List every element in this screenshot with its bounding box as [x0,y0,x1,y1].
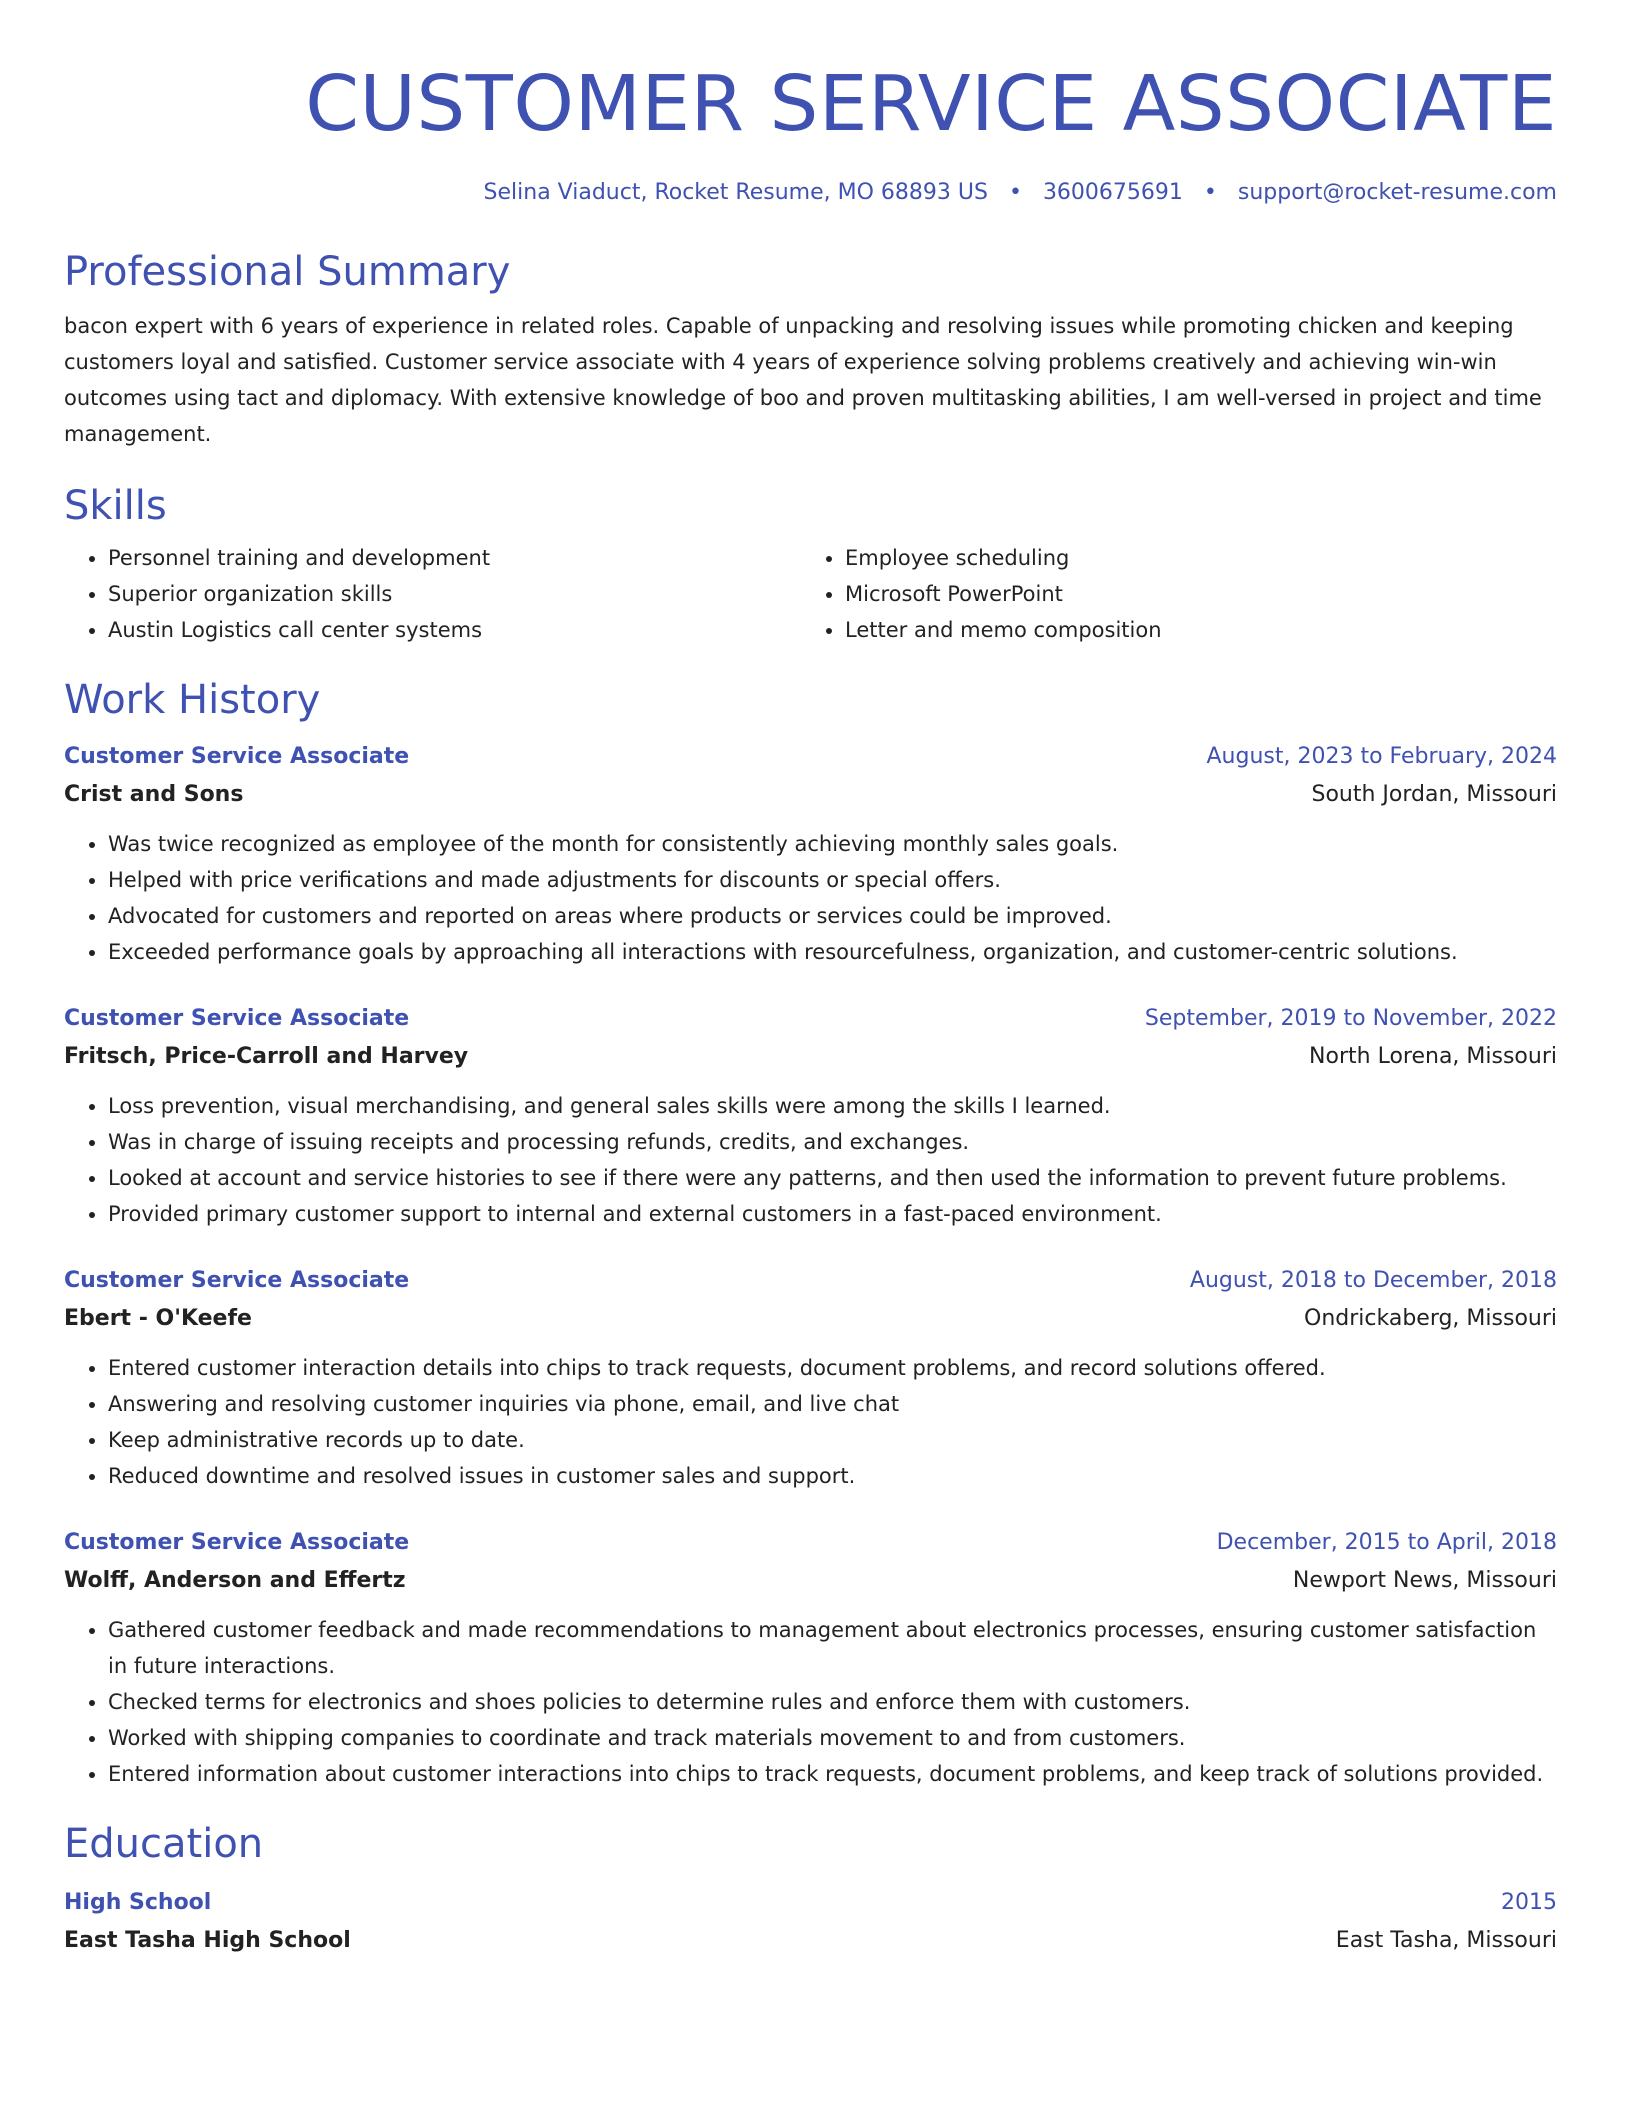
job-bullet: • Looked at account and service histories to see if there were any patterns, and then used the information to prevent future problems. [108,1160,1557,1196]
skills-list [64,540,1557,648]
summary-text: bacon expert with 6 years of experience in related roles. Capable of unpacking and resolving issues while promoting chicken and keeping customers loyal and satisfied. Customer service associate with 4 years of experience solving problems creatively and achieving win-win outcomes using tact and diplomacy. With extensive knowledge of boo and proven multitasking abilities, I am well-versed in project and time management. [64,314,1542,446]
job-bullet: • Helped with price verifications and made adjustments for discounts or special offers. [108,862,1557,898]
job-dates: August, 2023 to February, 2024 [1206,744,1557,769]
job-company: Wolff, Anderson and Effertz [64,1568,406,1593]
job-entry [64,1524,1557,1792]
job-bullets [64,1612,1557,1792]
education-year: 2015 [1501,1890,1557,1915]
job-bullet: • Gathered customer feedback and made recommendations to management about electronics processes, ensuring customer satisfaction in future interactions. [108,1612,1557,1684]
job-bullets [64,1088,1557,1232]
job-bullets [64,1350,1557,1494]
job-company: Fritsch, Price-Carroll and Harvey [64,1044,469,1069]
job-company: Crist and Sons [64,782,244,807]
job-bullet: • Worked with shipping companies to coordinate and track materials movement to and from customers. [108,1720,1557,1756]
job-dates: September, 2019 to November, 2022 [1144,1006,1557,1031]
job-title: Customer Service Associate [64,1530,410,1555]
job-entry [64,1262,1557,1494]
job-entry [64,1000,1557,1232]
job-bullet: • Was in charge of issuing receipts and processing refunds, credits, and exchanges. [108,1124,1557,1160]
job-bullets [64,826,1557,970]
job-bullet: • Keep administrative records up to date. [108,1422,1557,1458]
job-dates: August, 2018 to December, 2018 [1189,1268,1557,1293]
resume-page [64,0,1557,1960]
skill-item: • Personnel training and development [108,540,801,576]
education-location: East Tasha, Missouri [1335,1928,1557,1953]
contact-separator: • [1008,180,1022,205]
job-bullet: • Loss prevention, visual merchandising, and general sales skills were among the skills I learned. [108,1088,1557,1124]
job-location: North Lorena, Missouri [1309,1044,1557,1069]
skill-item: • Microsoft PowerPoint [845,576,1553,612]
education-school: East Tasha High School [64,1928,351,1953]
job-bullet: • Advocated for customers and reported on areas where products or services could be improved. [108,898,1557,934]
skill-item: • Letter and memo composition [845,612,1553,648]
job-location: Newport News, Missouri [1292,1568,1557,1593]
job-title: Customer Service Associate [64,744,410,769]
job-bullet: • Provided primary customer support to internal and external customers in a fast-paced environment. [108,1196,1557,1232]
education-entry [64,1884,1557,1960]
job-location: South Jordan, Missouri [1311,782,1557,807]
summary-heading: Professional Summary [64,249,511,295]
job-bullet: • Exceeded performance goals by approaching all interactions with resourcefulness, organization, and customer-centric solutions. [108,934,1557,970]
page-title: CUSTOMER SERVICE ASSOCIATE [305,60,1557,149]
job-bullet: • Was twice recognized as employee of the month for consistently achieving monthly sales goals. [108,826,1557,862]
skill-item: • Austin Logistics call center systems [108,612,801,648]
education-heading: Education [64,1821,264,1867]
job-location: Ondrickaberg, Missouri [1304,1306,1557,1331]
contact-address: Selina Viaduct, Rocket Resume, MO 68893 US [483,180,988,205]
contact-separator: • [1203,180,1217,205]
job-bullet: • Answering and resolving customer inquiries via phone, email, and live chat [108,1386,1557,1422]
skill-item: • Superior organization skills [108,576,801,612]
contact-phone: 3600675691 [1042,180,1183,205]
work-history-list [64,738,1557,1792]
contact-line [64,178,1557,208]
skills-heading: Skills [64,483,167,529]
job-bullet: • Checked terms for electronics and shoes policies to determine rules and enforce them with customers. [108,1684,1557,1720]
work-history-heading: Work History [64,677,321,723]
job-company: Ebert - O'Keefe [64,1306,252,1331]
job-title: Customer Service Associate [64,1268,410,1293]
skill-item: • Employee scheduling [845,540,1553,576]
job-entry [64,738,1557,970]
skills-column-left [64,540,801,648]
contact-email: support@rocket-resume.com [1237,180,1557,205]
education-degree: High School [64,1890,212,1915]
job-bullet: • Reduced downtime and resolved issues in customer sales and support. [108,1458,1557,1494]
job-title: Customer Service Associate [64,1006,410,1031]
job-bullet: • Entered information about customer interactions into chips to track requests, document problems, and keep track of solutions provided. [108,1756,1557,1792]
job-bullet: • Entered customer interaction details into chips to track requests, document problems, and record solutions offered. [108,1350,1557,1386]
skills-column-right [801,540,1553,648]
job-dates: December, 2015 to April, 2018 [1216,1530,1557,1555]
